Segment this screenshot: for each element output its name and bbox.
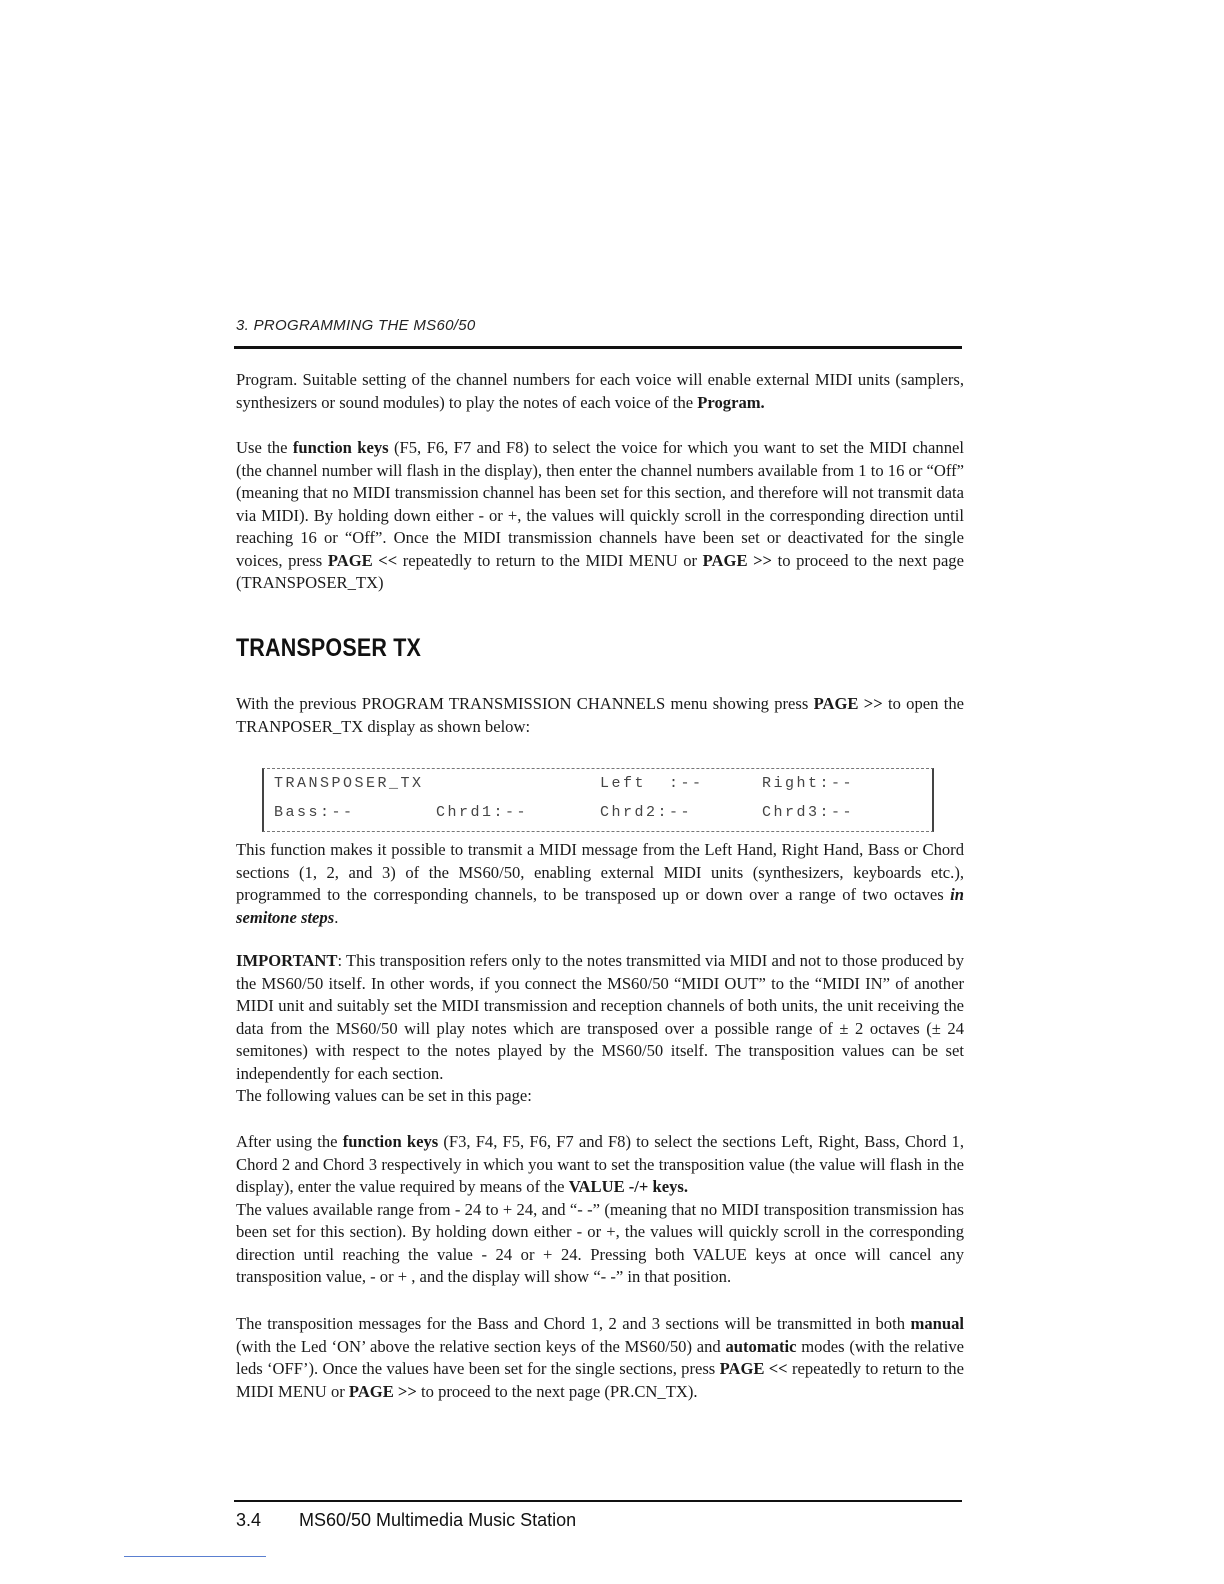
p3-text-c: to open the TRANPOSER_TX display as shown below: <box>236 694 964 736</box>
p5-bold-important: IMPORTANT <box>236 951 338 970</box>
p1-text: Program. Suitable setting of the channel numbers for each voice will enable external MIDI units (samplers, synthesizers or sound modules) to play the notes of each voice of the <box>236 370 964 412</box>
header-rule <box>234 346 962 349</box>
lcd-chord3-value: Chrd3:-- <box>762 804 855 821</box>
paragraph-transposition-messages <box>236 1313 964 1403</box>
lcd-right-value: Right:-- <box>762 775 855 792</box>
p4-text-c: . <box>334 907 339 927</box>
p7-bold-page-forward: PAGE >> <box>348 1381 417 1401</box>
p6-text-c: (F3, F4, F5, F6, F7 and F8) to select the sections Left, Right, Bass, Chord 1, Chord 2 and Chord 3 respectively in which you want to set the transposition value (the value will flash in the display), enter the value required by means of the <box>236 1132 964 1196</box>
p2-text-a: Use the <box>236 438 293 457</box>
p2-bold-function-keys: function keys <box>292 438 389 457</box>
p6-text-e: The values available range from - 24 to + 24, and “- -” (meaning that no MIDI transposition transmission has been set for this section). By holding down either - or +, the values will quickly scroll in the corresponding direction until reaching the value - 24 or + 24. Pressing both VALUE keys at once will cancel any transposition value, - or + , and the display will show “- -” in that position. <box>236 1199 964 1286</box>
p6-bold-value-keys: VALUE -/+ keys. <box>568 1177 689 1196</box>
p5-text-b: : This transposition refers only to the notes transmitted via MIDI and not to those produced by the MS60/50 itself. In other words, if you connect the MS60/50 “MIDI OUT” to the “MIDI IN” of another MIDI unit and suitably set the MIDI transmission and reception channels of both units, the unit receiving the data from the MS60/50 will play notes which are transposed over a possible range of ± 2 octaves (± 24 semitones) with respect to the notes played by the MS60/50 itself. The transposition values can be set independently for each section. <box>236 951 964 1083</box>
p7-bold-automatic: automatic <box>725 1336 797 1356</box>
footer-page-number: 3.4 <box>236 1510 262 1530</box>
p2-text-c: (F5, F6, F7 and F8) to select the voice for which you want to set the MIDI channel (the channel number will flash in the display), then enter the channel numbers available from 1 to 16 or “Off” (meaning that no MIDI transmission channel has been set for this section, and therefore will not transmit data via MIDI). By holding down either - or +, the values will quickly scroll in the corresponding direction until reaching 16 or “Off”. Once the MIDI transmission channels have been set or deactivated for the single voices, press <box>236 438 964 570</box>
p7-text-c: (with the Led ‘ON’ above the relative section keys of the MS60/50) and <box>236 1336 726 1356</box>
p7-bold-manual: manual <box>910 1314 964 1333</box>
lcd-chord1-value: Chrd1:-- <box>436 804 529 821</box>
p4-text-a: This function makes it possible to transmit a MIDI message from the Left Hand, Right Hand, Bass or Chord sections (1, 2, and 3) of the MS60/50, enabling external MIDI units (synthesizers, keyboards etc.), programmed to the corresponding channels, to be transposed up or down over a range of two octaves <box>236 840 964 904</box>
paragraph-function-description <box>236 839 964 929</box>
footer-rule <box>234 1500 962 1502</box>
paragraph-function-keys <box>236 437 964 595</box>
running-head: 3. PROGRAMMING THE MS60/50 <box>236 317 476 334</box>
paragraph-select-sections <box>236 1131 964 1289</box>
p7-text-g: repeatedly to return to the MIDI MENU or <box>236 1359 964 1401</box>
lcd-chord2-value: Chrd2:-- <box>600 804 693 821</box>
p2-text-e: repeatedly to return to the MIDI MENU or <box>397 550 703 570</box>
paragraph-important <box>236 950 964 1108</box>
bottom-link-line <box>124 1556 266 1557</box>
lcd-bass-value: Bass:-- <box>274 804 355 821</box>
p2-text-g: to proceed to the next page (TRANSPOSER_TX) <box>236 550 964 592</box>
lcd-display <box>262 768 934 832</box>
p7-text-e: modes (with the relative leds ‘OFF’). Once the values have been set for the single sections, press <box>236 1336 964 1378</box>
lcd-title: TRANSPOSER_TX <box>274 775 424 792</box>
paragraph-program-channels <box>236 369 964 414</box>
lcd-left-value: Left :-- <box>600 775 704 792</box>
p7-bold-page-back: PAGE << <box>719 1359 788 1378</box>
p6-text-a: After using the <box>236 1132 343 1151</box>
p3-bold-page-forward: PAGE >> <box>813 694 883 713</box>
p1-bold: Program. <box>697 392 765 412</box>
p4-bold-italic: in semitone steps <box>236 885 964 927</box>
section-title: TRANSPOSER TX <box>236 634 422 662</box>
p2-bold-page-forward: PAGE >> <box>702 550 773 570</box>
paragraph-open-display <box>236 693 964 738</box>
p3-text-a: With the previous PROGRAM TRANSMISSION CHANNELS menu showing press <box>236 694 814 713</box>
p2-bold-page-back: PAGE << <box>327 550 398 570</box>
p6-bold-function-keys: function keys <box>342 1132 439 1151</box>
p5-text-c: The following values can be set in this page: <box>236 1086 532 1105</box>
p7-text-a: The transposition messages for the Bass and Chord 1, 2 and 3 sections will be transmitted in both <box>236 1314 911 1333</box>
footer-title: MS60/50 Multimedia Music Station <box>299 1510 577 1530</box>
p7-text-i: to proceed to the next page (PR.CN_TX). <box>416 1381 698 1401</box>
